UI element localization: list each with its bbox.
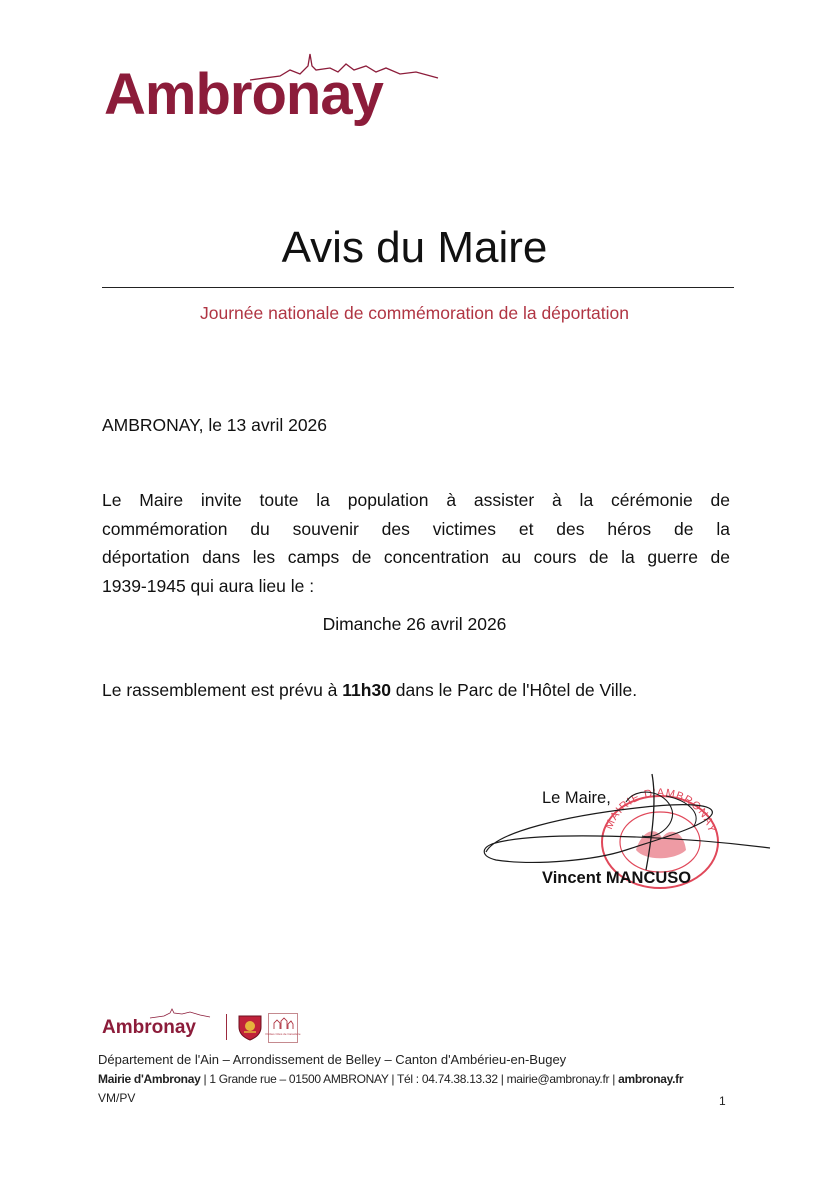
footer-skyline-icon [150, 1008, 210, 1020]
mayor-label: Le Maire, [542, 789, 611, 807]
document-reference: VM/PV [98, 1091, 136, 1105]
date-line: AMBRONAY, le 13 avril 2026 [102, 415, 328, 435]
meeting-text-after: dans le Parc de l'Hôtel de Ville. [390, 680, 638, 700]
footer-contact-line [98, 1071, 683, 1087]
pcc-label: Petites Cités de Caractère [265, 1032, 301, 1036]
footer-mairie-label: Mairie d'Ambronay [98, 1072, 201, 1086]
logo-wordmark: Ambronay [104, 62, 383, 127]
paragraph-line: 1939-1945 qui aura lieu le : [102, 575, 315, 596]
meeting-text-before: Le rassemblement est prévu à [102, 680, 343, 700]
footer-administrative-line: Département de l'Ain – Arrondissement de Belley – Canton d'Ambérieu-en-Bugey [98, 1052, 567, 1067]
paragraph-line: déportation dans les camps de concentration au cours de la guerre de [102, 547, 730, 567]
title-divider [102, 287, 734, 288]
mayor-name: Vincent MANCUSO [542, 869, 692, 887]
page-subtitle: Journée nationale de commémoration de la déportation [199, 303, 630, 323]
handwritten-signature-icon [476, 766, 772, 876]
footer-website: ambronay.fr [618, 1072, 684, 1086]
event-date: Dimanche 26 avril 2026 [322, 614, 507, 634]
paragraph-line: commémoration du souvenir des victimes et des héros de la [102, 518, 730, 539]
meeting-time: 11h30 [342, 680, 391, 700]
stamp-text: MAIRIE D'AMBRONAY [603, 786, 719, 835]
meeting-info [102, 679, 637, 701]
footer-divider [226, 1014, 227, 1040]
footer-address-contact: | 1 Grande rue – 01500 AMBRONAY | Tél : 04.74.38.13.32 | mairie@ambronay.fr | [200, 1072, 619, 1086]
invitation-paragraph [102, 486, 730, 600]
page-number: 1 [719, 1094, 726, 1108]
paragraph-line: Le Maire invite toute la population à assister à la cérémonie de [102, 490, 730, 510]
petites-cites-de-caractere-icon [265, 1013, 301, 1043]
page-title: Avis du Maire [281, 223, 548, 272]
coat-of-arms-icon [236, 1013, 264, 1041]
footer-logo-wordmark: Ambronay [102, 1017, 196, 1038]
